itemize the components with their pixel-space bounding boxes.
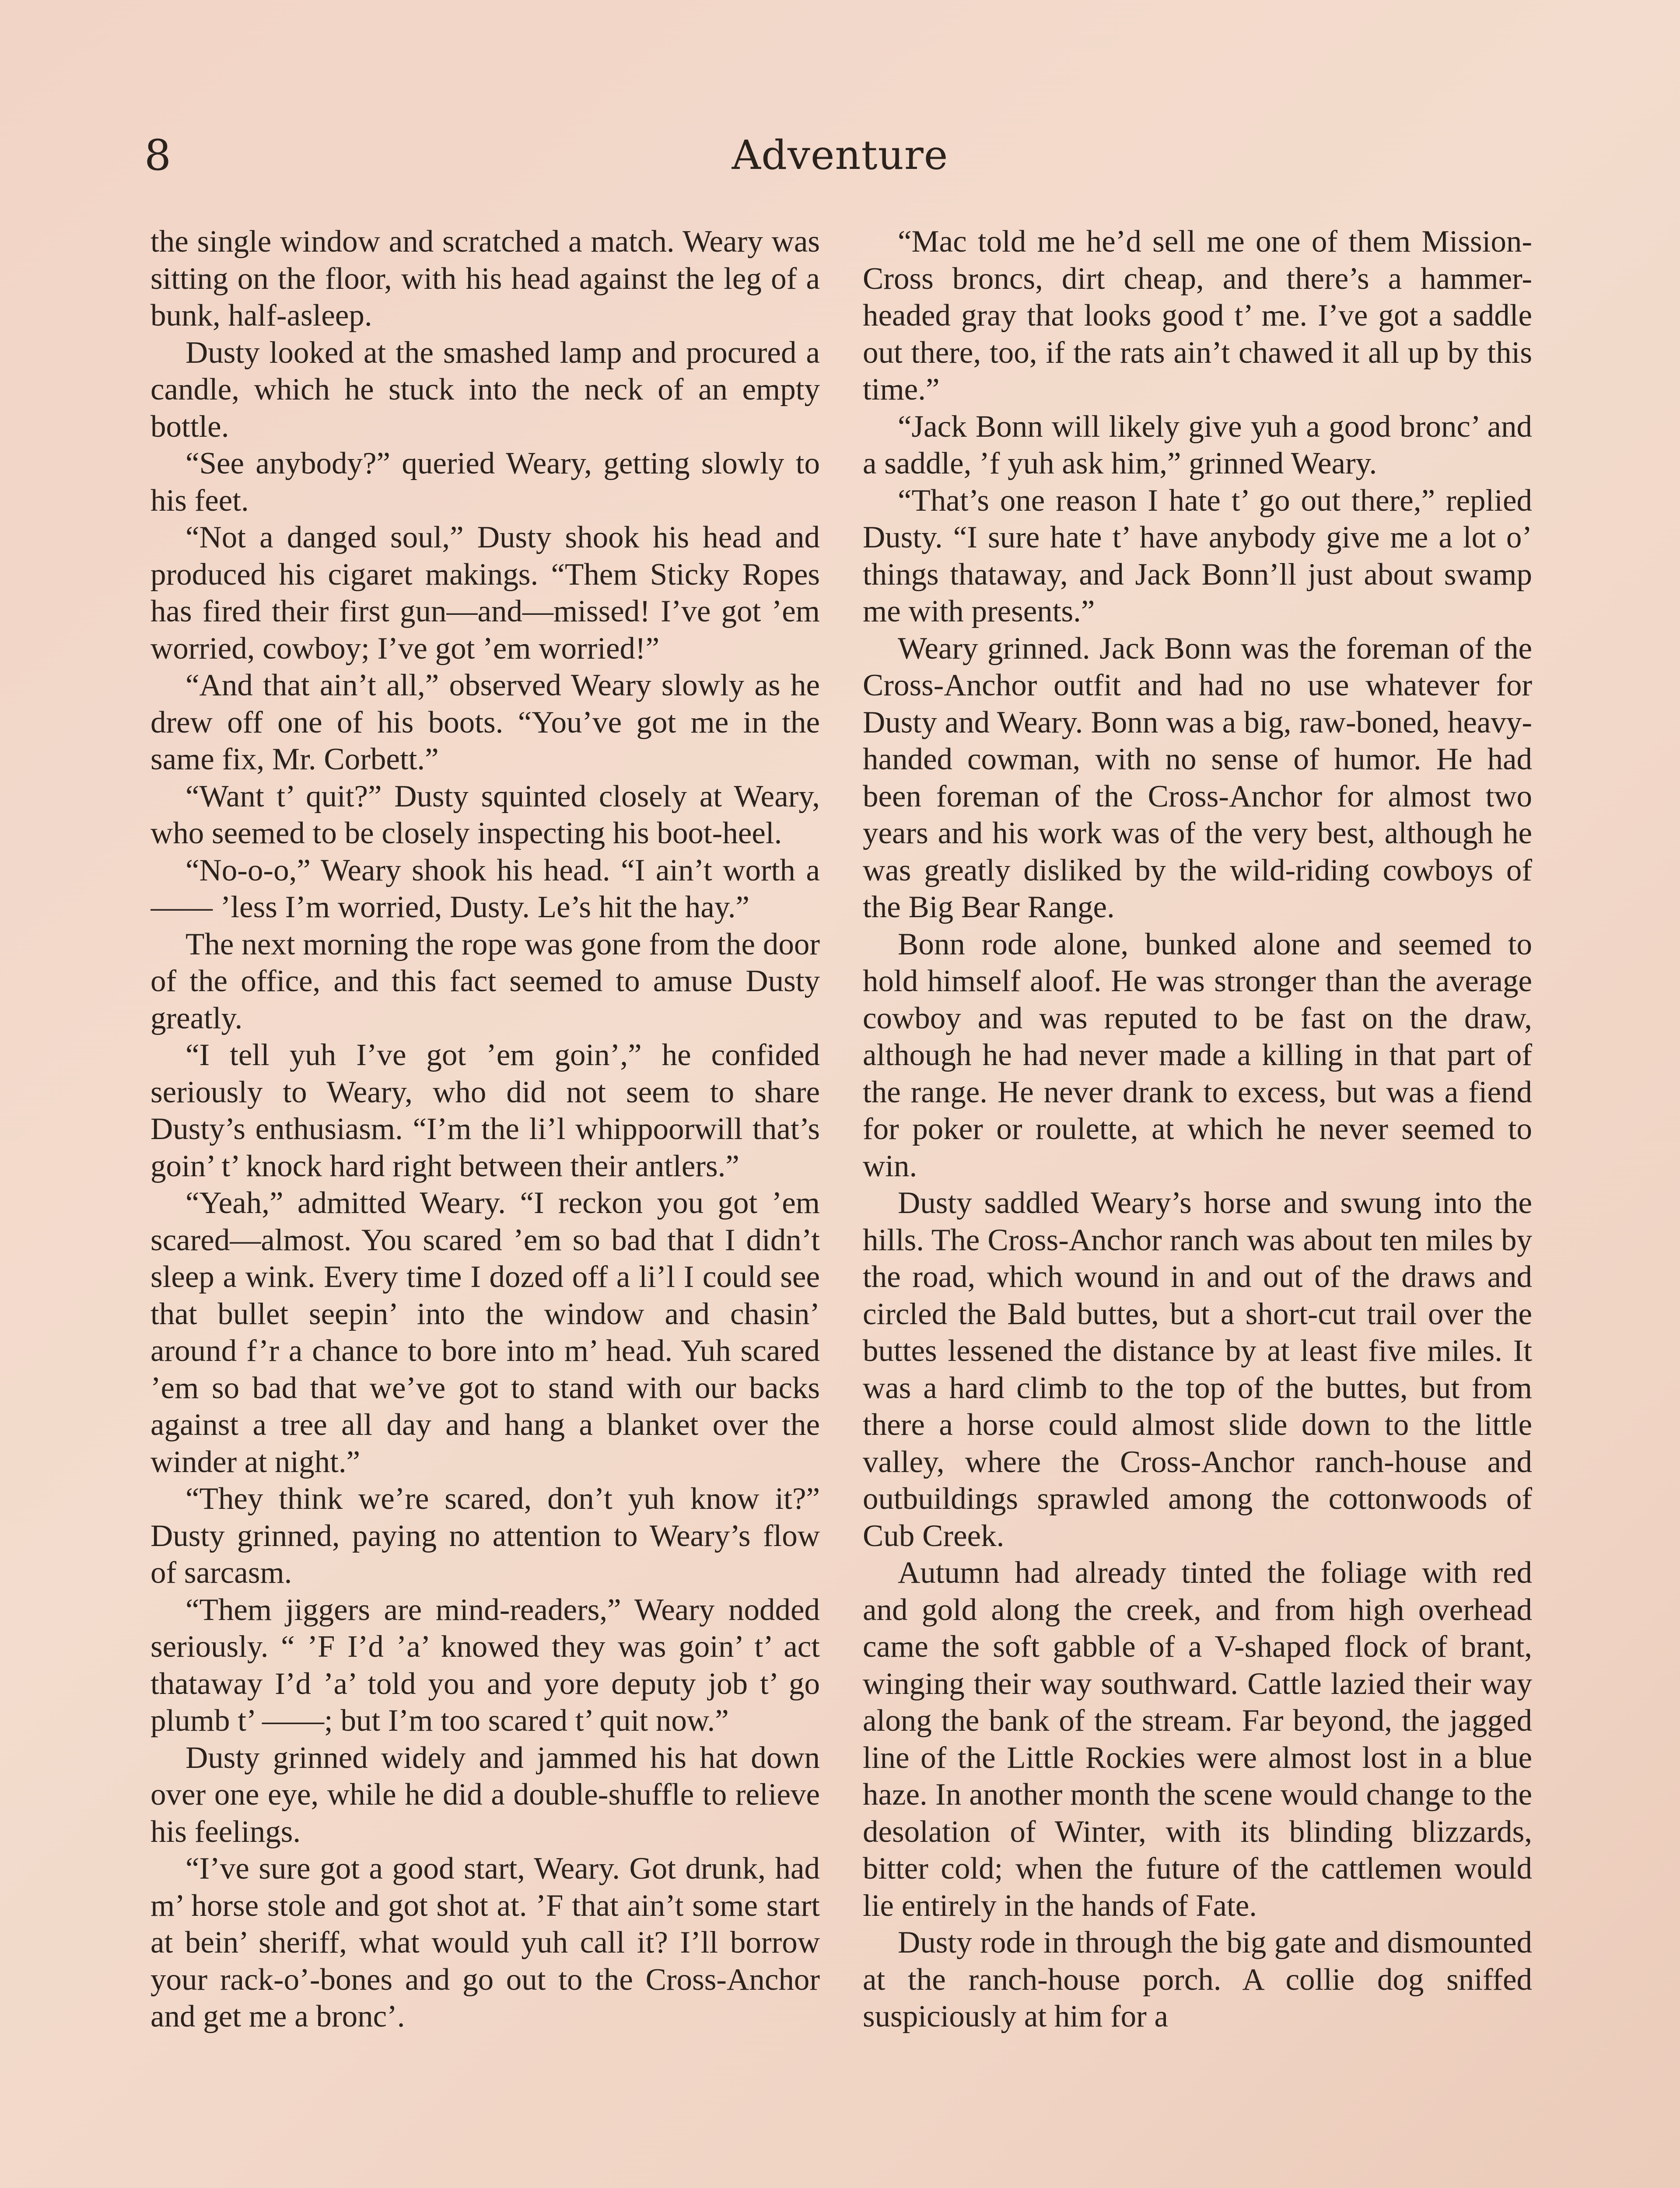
left-column	[150, 223, 820, 2188]
running-head-title: Adventure	[732, 132, 948, 179]
paragraph: “I’ve sure got a good start, Weary. Got drunk, had m’ horse stole and got shot at. ’F that ain’t some start at bein’ sheriff, what would yuh call it? I’ll borrow your rack-o’-bones and go out to the Cross-Anchor and get me a bronc’.	[150, 1851, 820, 2034]
paragraph: “No-o-o,” Weary shook his head. “I ain’t worth a —— ’less I’m worried, Dusty. Le’s hit the hay.”	[150, 853, 820, 924]
paragraph: “Mac told me he’d sell me one of them Mission-Cross broncs, dirt cheap, and there’s a hammer-headed gray that looks good t’ me. I’ve got a saddle out there, too, if the rats ain’t chawed it all up by this time.”	[863, 224, 1532, 407]
paragraph: Weary grinned. Jack Bonn was the foreman of the Cross-Anchor outfit and had no use whatever for Dusty and Weary. Bonn was a big, raw-boned, heavy-handed cowman, with no sense of humor. He had been foreman of the Cross-Anchor for almost two years and his work was of the very best, although he was greatly disliked by the wild-riding cowboys of the Big Bear Range.	[863, 631, 1532, 924]
paragraph: “See anybody?” queried Weary, getting slowly to his feet.	[150, 446, 820, 518]
paragraph: “Not a danged soul,” Dusty shook his head and produced his cigaret makings. “Them Sticky Ropes has fired their first gun—and—missed! I’ve got ’em worried, cowboy; I’ve got ’em worried!”	[150, 520, 820, 666]
paragraph: “Jack Bonn will likely give yuh a good bronc’ and a saddle, ’f yuh ask him,” grinned Weary.	[863, 409, 1532, 480]
paragraph: Dusty grinned widely and jammed his hat down over one eye, while he did a double-shuffle to relieve his feelings.	[150, 1740, 820, 1849]
paragraph: the single window and scratched a match. Weary was sitting on the floor, with his head against the leg of a bunk, half-asleep.	[150, 224, 820, 333]
paragraph: “They think we’re scared, don’t yuh know it?” Dusty grinned, paying no attention to Weary’s flow of sarcasm.	[150, 1482, 820, 1590]
paragraph: Dusty rode in through the big gate and dismounted at the ranch-house porch. A collie dog sniffed suspiciously at him for a	[863, 1925, 1532, 2034]
paragraph: Dusty saddled Weary’s horse and swung into the hills. The Cross-Anchor ranch was about ten miles by the road, which wound in and out of the draws and circled the Bald buttes, but a short-cut trail over the buttes lessened the distance by at least five miles. It was a hard climb to the top of the buttes, but from there a horse could almost slide down to the little valley, where the Cross-Anchor ranch-house and outbuildings sprawled among the cottonwoods of Cub Creek.	[863, 1186, 1532, 1553]
page-number: 8	[144, 131, 172, 180]
paragraph: Dusty looked at the smashed lamp and procured a candle, which he stuck into the neck of an empty bottle.	[150, 335, 820, 444]
paragraph: Bonn rode alone, bunked alone and seemed to hold himself aloof. He was stronger than the average cowboy and was reputed to be fast on the draw, although he had never made a killing in that part of the range. He never drank to excess, but was a fiend for poker or roulette, at which he never seemed to win.	[863, 927, 1532, 1183]
paragraph: “And that ain’t all,” observed Weary slowly as he drew off one of his boots. “You’ve got me in the same fix, Mr. Corbett.”	[150, 668, 820, 776]
paragraph: “Them jiggers are mind-readers,” Weary nodded seriously. “ ’F I’d ’a’ knowed they was goin’ t’ act thataway I’d ’a’ told you and yore deputy job t’ go plumb t’ ——; but I’m too scared t’ quit now.”	[150, 1592, 820, 1738]
paragraph: “Want t’ quit?” Dusty squinted closely at Weary, who seemed to be closely inspecting his boot-heel.	[150, 779, 820, 850]
right-column	[863, 223, 1532, 2188]
paragraph: Autumn had already tinted the foliage with red and gold along the creek, and from high overhead came the soft gabble of a V-shaped flock of brant, winging their way southward. Cattle lazied their way along the bank of the stream. Far beyond, the jagged line of the Little Rockies were almost lost in a blue haze. In another month the scene would change to the desolation of Winter, with its blinding blizzards, bitter cold; when the future of the cattlemen would lie entirely in the hands of Fate.	[863, 1556, 1532, 1923]
paragraph: “That’s one reason I hate t’ go out there,” replied Dusty. “I sure hate t’ have anybody give me a lot o’ things thataway, and Jack Bonn’ll just about swamp me with presents.”	[863, 483, 1532, 628]
paragraph: “Yeah,” admitted Weary. “I reckon you got ’em scared—almost. You scared ’em so bad that I didn’t sleep a wink. Every time I dozed off a li’l I could see that bullet seepin’ into the window and chasin’ around f’r a chance to bore into m’ head. Yuh scared ’em so bad that we’ve got to stand with our backs against a tree all day and hang a blanket over the winder at night.”	[150, 1186, 820, 1479]
paragraph: The next morning the rope was gone from the door of the office, and this fact seemed to amuse Dusty greatly.	[150, 927, 820, 1035]
paragraph: “I tell yuh I’ve got ’em goin’,” he confided seriously to Weary, who did not seem to share Dusty’s enthusiasm. “I’m the li’l whippoorwill that’s goin’ t’ knock hard right between their antlers.”	[150, 1038, 820, 1183]
